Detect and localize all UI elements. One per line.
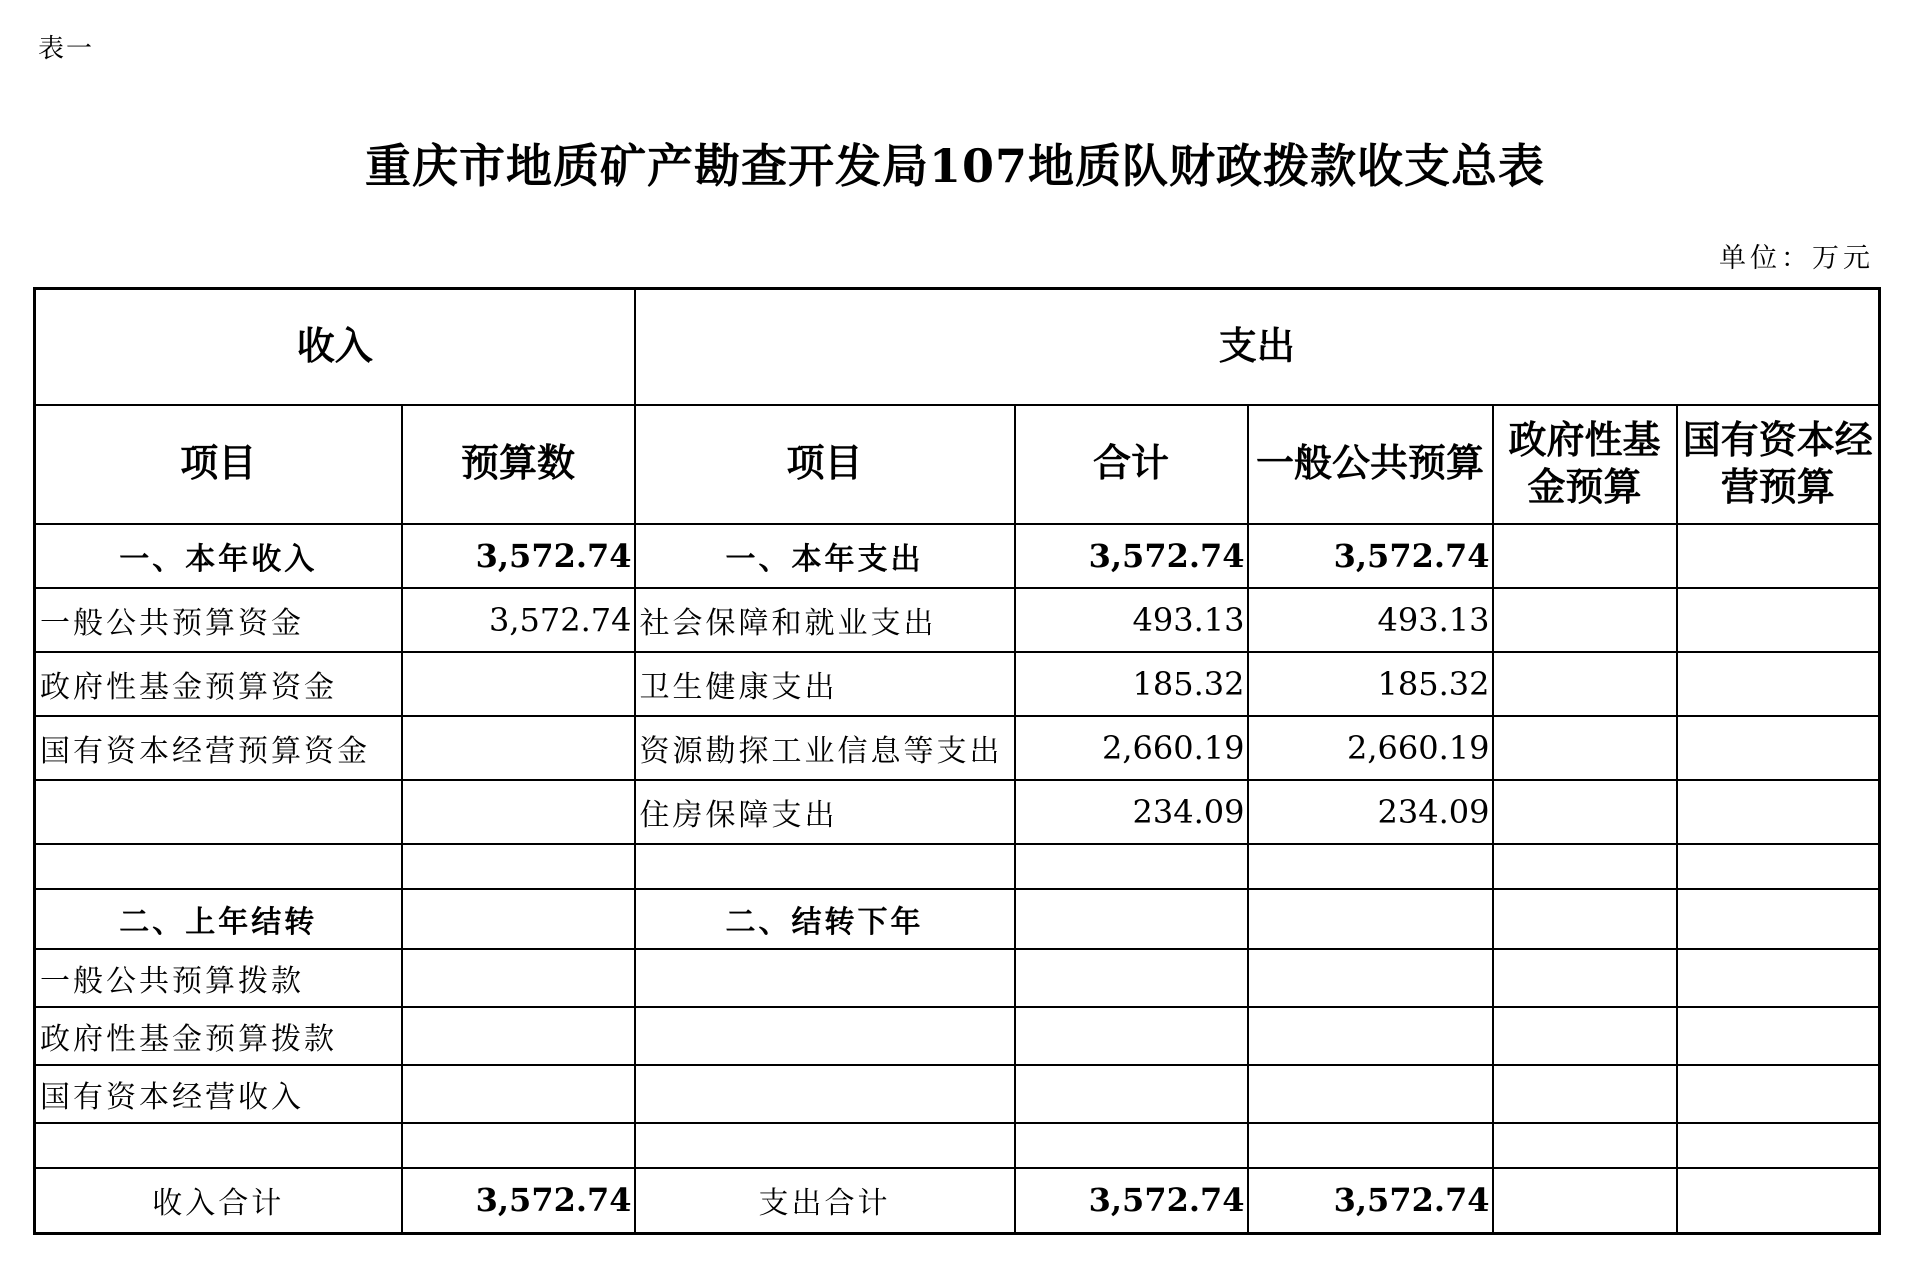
state-capital-header: 国有资本经营预算 [1677, 405, 1880, 524]
expense-state-capital [1677, 844, 1880, 889]
income-amount [402, 652, 635, 716]
expense-gov-fund [1493, 716, 1677, 780]
expense-gov-fund-total [1493, 1168, 1677, 1234]
income-item: 政府性基金预算资金 [35, 652, 402, 716]
expense-general [1248, 889, 1493, 949]
expense-general [1248, 1007, 1493, 1065]
income-item-header: 项目 [35, 405, 402, 524]
expense-header: 支出 [635, 289, 1880, 405]
expense-total [1015, 889, 1248, 949]
expense-total [1015, 844, 1248, 889]
income-amount [402, 949, 635, 1007]
expense-general: 234.09 [1248, 780, 1493, 844]
expense-gov-fund [1493, 949, 1677, 1007]
expense-state-capital [1677, 1123, 1880, 1168]
income-item [35, 844, 402, 889]
table-row [35, 588, 1880, 652]
expense-total-amount: 3,572.74 [1015, 1168, 1248, 1234]
expense-state-capital [1677, 1065, 1880, 1123]
income-amount [402, 1007, 635, 1065]
income-total-label: 收入合计 [35, 1168, 402, 1234]
expense-gov-fund [1493, 1007, 1677, 1065]
income-amount [402, 716, 635, 780]
expense-item [635, 844, 1015, 889]
expense-item: 资源勘探工业信息等支出 [635, 716, 1015, 780]
income-total-amount: 3,572.74 [402, 1168, 635, 1234]
expense-total [1015, 949, 1248, 1007]
table-row [35, 889, 1880, 949]
income-item: 一、本年收入 [35, 524, 402, 588]
table-row [35, 780, 1880, 844]
income-amount [402, 889, 635, 949]
income-header: 收入 [35, 289, 635, 405]
income-item: 国有资本经营预算资金 [35, 716, 402, 780]
expense-total: 185.32 [1015, 652, 1248, 716]
expense-total [1015, 1007, 1248, 1065]
table-row-totals [35, 1168, 1880, 1234]
table-row [35, 1123, 1880, 1168]
expense-general: 3,572.74 [1248, 524, 1493, 588]
expense-item: 二、结转下年 [635, 889, 1015, 949]
expense-state-capital [1677, 524, 1880, 588]
expense-gov-fund [1493, 844, 1677, 889]
expense-state-capital [1677, 780, 1880, 844]
unit-label: 单位：万元 [1719, 243, 1874, 274]
total-header: 合计 [1015, 405, 1248, 524]
expense-total-label: 支出合计 [635, 1168, 1015, 1234]
table-label: 表一 [38, 34, 95, 64]
income-item: 一般公共预算拨款 [35, 949, 402, 1007]
expense-state-capital [1677, 889, 1880, 949]
expense-item [635, 1065, 1015, 1123]
budget-summary-table [33, 287, 1881, 1235]
page-title: 重庆市地质矿产勘查开发局107地质队财政拨款收支总表 [364, 139, 1546, 193]
income-item [35, 1123, 402, 1168]
expense-item-header: 项目 [635, 405, 1015, 524]
income-amount [402, 1123, 635, 1168]
income-item: 政府性基金预算拨款 [35, 1007, 402, 1065]
expense-state-capital-total [1677, 1168, 1880, 1234]
expense-item: 社会保障和就业支出 [635, 588, 1015, 652]
expense-item: 一、本年支出 [635, 524, 1015, 588]
expense-general: 2,660.19 [1248, 716, 1493, 780]
income-budget-header: 预算数 [402, 405, 635, 524]
expense-state-capital [1677, 949, 1880, 1007]
income-amount [402, 780, 635, 844]
expense-total: 2,660.19 [1015, 716, 1248, 780]
expense-state-capital [1677, 588, 1880, 652]
table-row [35, 524, 1880, 588]
expense-item [635, 1123, 1015, 1168]
expense-item [635, 1007, 1015, 1065]
expense-general [1248, 844, 1493, 889]
expense-item: 住房保障支出 [635, 780, 1015, 844]
expense-gov-fund [1493, 889, 1677, 949]
expense-gov-fund [1493, 652, 1677, 716]
expense-general: 185.32 [1248, 652, 1493, 716]
table-row [35, 949, 1880, 1007]
income-amount: 3,572.74 [402, 588, 635, 652]
expense-general-total: 3,572.74 [1248, 1168, 1493, 1234]
expense-gov-fund [1493, 1065, 1677, 1123]
income-amount [402, 1065, 635, 1123]
expense-gov-fund [1493, 1123, 1677, 1168]
table-row [35, 652, 1880, 716]
expense-state-capital [1677, 716, 1880, 780]
table-row [35, 1065, 1880, 1123]
expense-total: 493.13 [1015, 588, 1248, 652]
expense-general: 493.13 [1248, 588, 1493, 652]
gov-fund-header: 政府性基金预算 [1493, 405, 1677, 524]
expense-total: 3,572.74 [1015, 524, 1248, 588]
income-item [35, 780, 402, 844]
expense-gov-fund [1493, 780, 1677, 844]
expense-gov-fund [1493, 588, 1677, 652]
expense-state-capital [1677, 652, 1880, 716]
general-budget-header: 一般公共预算 [1248, 405, 1493, 524]
expense-total [1015, 1123, 1248, 1168]
table-row [35, 1007, 1880, 1065]
table-row [35, 844, 1880, 889]
income-amount: 3,572.74 [402, 524, 635, 588]
expense-general [1248, 1065, 1493, 1123]
income-item: 一般公共预算资金 [35, 588, 402, 652]
expense-item [635, 949, 1015, 1007]
expense-gov-fund [1493, 524, 1677, 588]
income-amount [402, 844, 635, 889]
expense-general [1248, 949, 1493, 1007]
expense-item: 卫生健康支出 [635, 652, 1015, 716]
income-item: 国有资本经营收入 [35, 1065, 402, 1123]
expense-general [1248, 1123, 1493, 1168]
expense-total: 234.09 [1015, 780, 1248, 844]
expense-state-capital [1677, 1007, 1880, 1065]
table-row [35, 716, 1880, 780]
income-item: 二、上年结转 [35, 889, 402, 949]
expense-total [1015, 1065, 1248, 1123]
